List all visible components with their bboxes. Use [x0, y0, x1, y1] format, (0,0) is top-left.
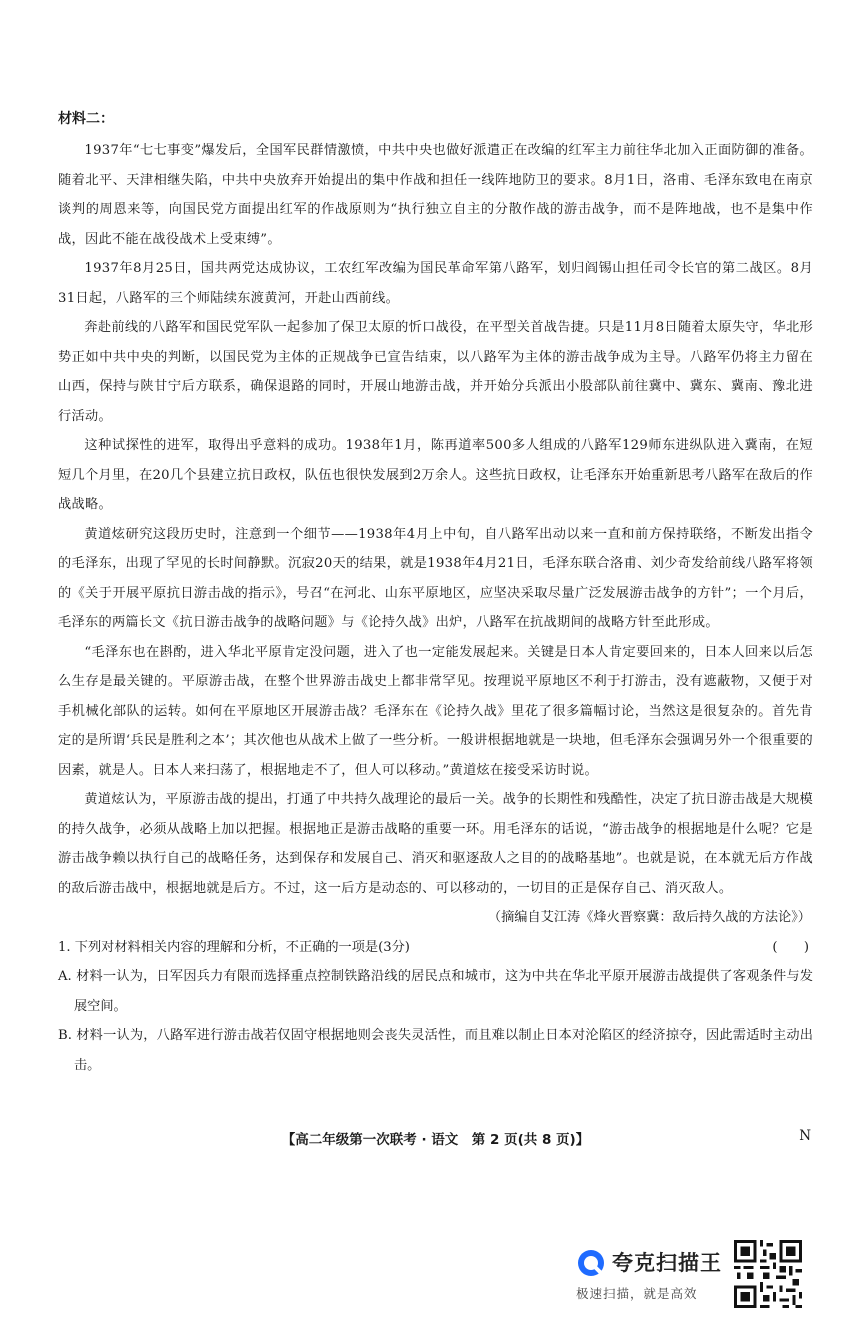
scanner-logo-icon — [576, 1248, 606, 1278]
qr-code-icon — [734, 1240, 802, 1308]
question-text: 1. 下列对材料相关内容的理解和分析，不正确的一项是(3分) — [58, 939, 410, 955]
scanner-slogan: 极速扫描，就是高效 — [576, 1286, 698, 1301]
material-heading: 材料二： — [58, 111, 114, 127]
option-b: B. 材料一认为，八路军进行游击战若仅固守根据地则会丧失灵活性，而且难以制止日本对沦陷区的经济掠夺，因此需适时主动出击。 — [58, 1028, 813, 1073]
paragraph-5: 黄道炫研究这段历史时，注意到一个细节——1938年4月上中旬，自八路军出动以来一直和前方保持联络，不断发出指令的毛泽东，出现了罕见的长时间静默。沉寂20天的结果，就是1938年4月21日，毛泽东联合洛甫、刘少奇发给前线八路军将领的《关于开展平原抗日游击战的指示》，号召“在河北、山东平原地区，应坚决采取尽量广泛发展游击战争的方针”；一个月后，毛泽东的两篇长文《抗日游击战争的战略问题》与《论持久战》出炉，八路军在抗战期间的战略方针至此形成。 — [58, 526, 813, 630]
paragraph-7: 黄道炫认为，平原游击战的提出，打通了中共持久战理论的最后一关。战争的长期性和残酷性，决定了抗日游击战是大规模的持久战争，必须从战略上加以把握。根据地正是游击战略的重要一环。用毛泽东的话说，“游击战争的根据地是什么呢？它是游击战争赖以执行自己的战略任务，达到保存和发展自己、消灭和驱逐敌人之目的的战略基地”。也就是说，在本就无后方作战的敌后游击战中，根据地就是后方。不过，这一后方是动态的、可以移动的，一切目的正是保存自己、消灭敌人。 — [58, 792, 813, 896]
paragraph-3: 奔赴前线的八路军和国民党军队一起参加了保卫太原的忻口战役，在平型关首战告捷。只是11月8日随着太原失守，华北形势正如中共中央的判断，以国民党为主体的正规战争已宣告结束，以八路军为主体的游击战争成为主导。八路军仍将主力留在山西，保持与陕甘宁后方联系，确保退路的同时，开展山地游击战，并开始分兵派出小股部队前往冀中、冀东、冀南、豫北进行活动。 — [58, 320, 813, 424]
scanner-watermark — [576, 1244, 726, 1304]
question-stem — [58, 933, 813, 963]
paragraph-6: “毛泽东也在斟酌，进入华北平原肯定没问题，进入了也一定能发展起来。关键是日本人肯定要回来的，日本人回来以后怎么生存是最关键的。平原游击战，在整个世界游击战史上都非常罕见。按理说平原地区不利于打游击，没有遮蔽物，又便于对手机械化部队的运转。如何在平原地区开展游击战？毛泽东在《论持久战》里花了很多篇幅讨论，当然这是很复杂的。首先肯定的是所谓‘兵民是胜利之本’；其次他也从战术上做了一些分析。一般讲根据地就是一块地，但毛泽东会强调另外一个很重要的因素，就是人。日本人来扫荡了，根据地走不了，但人可以移动。”黄道炫在接受采访时说。 — [58, 644, 813, 778]
paragraph-2: 1937年8月25日，国共两党达成协议，工农红军改编为国民革命军第八路军，划归阎锡山担任司令长官的第二战区。8月31日起，八路军的三个师陆续东渡黄河，开赴山西前线。 — [58, 261, 813, 306]
document-body — [58, 108, 813, 1080]
page-footer — [58, 1128, 813, 1150]
option-a: A. 材料一认为，日军因兵力有限而选择重点控制铁路沿线的居民点和城市，这为中共在华北平原开展游击战提供了客观条件与发展空间。 — [58, 969, 813, 1014]
footer-version-letter: N — [799, 1128, 811, 1144]
footer-page-info: 【高二年级第一次联考 · 语文 第 2 页(共 8 页)】 — [281, 1132, 590, 1148]
paragraph-4: 这种试探性的进军，取得出乎意料的成功。1938年1月，陈再道率500多人组成的八路军129师东进纵队进入冀南，在短短几个月里，在20几个县建立抗日政权，队伍也很快发展到2万余人。这些抗日政权，让毛泽东开始重新思考八路军在敌后的作战战略。 — [58, 438, 813, 512]
answer-blank: ( ) — [772, 939, 809, 955]
source-citation: （摘编自艾江涛《烽火晋察冀：敌后持久战的方法论》） — [487, 910, 811, 925]
scanner-app-name: 夸克扫描王 — [612, 1251, 722, 1275]
paragraph-1: 1937年“七七事变”爆发后，全国军民群情激愤，中共中央也做好派遣正在改编的红军主力前往华北加入正面防御的准备。随着北平、天津相继失陷，中共中央放弃开始提出的集中作战和担任一线阵地防卫的要求。8月1日，洛甫、毛泽东致电在南京谈判的周恩来等，向国民党方面提出红军的作战原则为“执行独立自主的分散作战的游击战争，而不是阵地战，也不是集中作战，因此不能在战役战术上受束缚”。 — [58, 143, 813, 247]
